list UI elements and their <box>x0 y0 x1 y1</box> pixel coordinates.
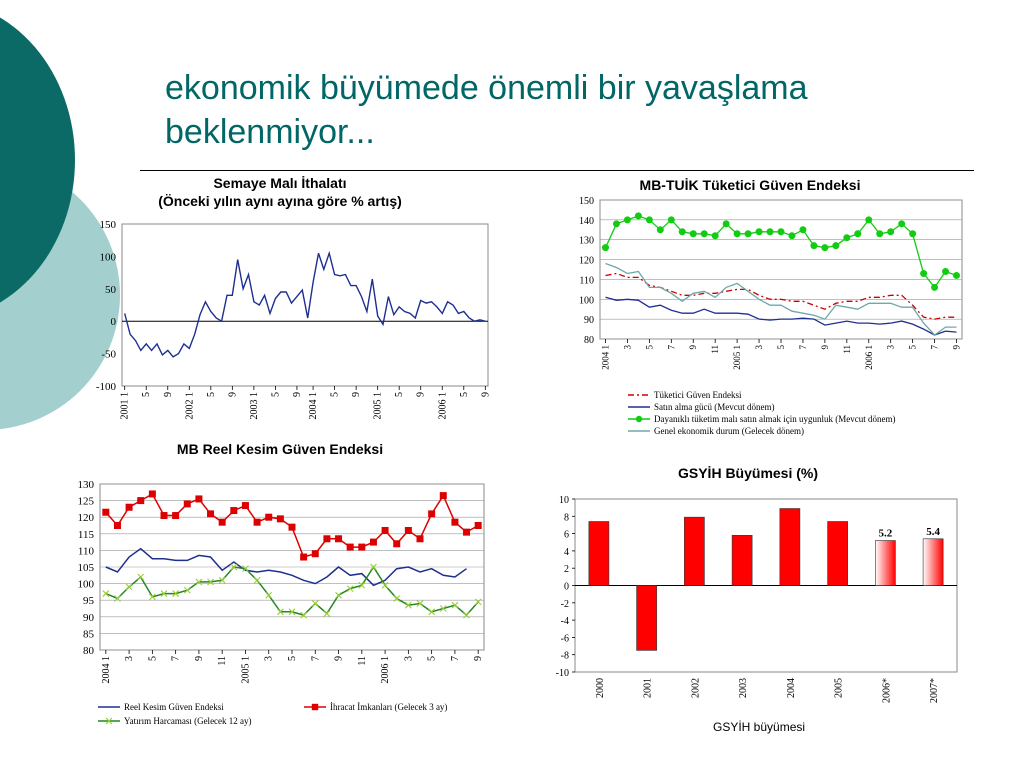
bar <box>780 509 800 586</box>
x-tick-label: 2005 <box>833 678 845 698</box>
y-tick-label: 2 <box>564 564 569 576</box>
data-point <box>114 522 121 529</box>
y-tick-label: 150 <box>579 196 594 207</box>
x-tick-label: 3 <box>124 656 136 661</box>
imports-chart <box>80 218 500 433</box>
x-tick-label: 9 <box>291 392 303 397</box>
bar-data-label: 5.2 <box>878 527 893 540</box>
x-tick-label: 2007* <box>929 678 941 703</box>
y-tick-label: 120 <box>579 255 594 267</box>
x-tick-label: 2006 1 <box>380 656 392 684</box>
y-tick-label: -100 <box>95 381 116 393</box>
data-point <box>602 244 609 251</box>
legend-label: İhracat İmkanları (Gelecek 3 ay) <box>330 702 448 712</box>
y-tick-label: 80 <box>584 335 594 346</box>
x-tick-label: 5 <box>458 392 470 397</box>
data-point <box>463 529 470 536</box>
slide-title-line2: beklenmiyor... <box>165 113 375 151</box>
legend-marker <box>312 704 318 710</box>
data-point <box>114 596 120 602</box>
y-tick-label: 130 <box>579 235 594 247</box>
y-tick-label: 100 <box>579 295 594 307</box>
data-point <box>909 230 916 237</box>
y-tick-label: 80 <box>83 645 94 657</box>
x-tick-label: 2001 <box>642 678 654 698</box>
slide-title-line1: ekonomik büyümede önemli bir yavaşlama <box>165 69 808 107</box>
data-point <box>126 504 133 511</box>
data-point <box>865 216 872 223</box>
x-tick-label: 5 <box>147 656 159 661</box>
x-tick-label: 3 <box>403 656 415 661</box>
bar <box>684 517 704 585</box>
x-tick-label: 9 <box>415 392 427 397</box>
data-point <box>393 540 400 547</box>
data-point <box>417 535 424 542</box>
data-point <box>898 220 905 227</box>
data-point <box>161 512 168 519</box>
data-point <box>931 284 938 291</box>
x-tick-label: 9 <box>351 392 363 397</box>
data-point <box>289 524 296 531</box>
data-point <box>953 272 960 279</box>
data-point <box>347 544 354 551</box>
legend-label: Satın alma gücü (Mevcut dönem) <box>654 402 775 412</box>
x-tick-label: 5 <box>644 345 655 350</box>
y-tick-label: 100 <box>99 251 116 264</box>
series-line-0 <box>125 253 486 357</box>
x-tick-label: 2005 1 <box>732 345 743 370</box>
x-tick-label: 9 <box>951 345 962 350</box>
data-point <box>745 230 752 237</box>
data-point <box>382 582 388 588</box>
y-tick-label: -2 <box>560 598 569 610</box>
imports-chart-title <box>130 174 430 210</box>
y-tick-label: 85 <box>83 628 94 641</box>
x-tick-label: 9 <box>688 345 699 350</box>
data-point <box>942 268 949 275</box>
y-tick-label: 105 <box>77 562 94 574</box>
x-tick-label: 3 <box>885 345 896 350</box>
x-tick-label: 9 <box>193 656 205 661</box>
y-tick-label: 100 <box>77 578 94 591</box>
x-tick-label: 7 <box>449 656 461 661</box>
data-point <box>690 230 697 237</box>
data-point <box>475 522 482 529</box>
title-divider <box>140 170 974 171</box>
legend-label: Reel Kesim Güven Endeksi <box>124 702 224 712</box>
data-point <box>103 591 109 597</box>
data-point <box>219 519 226 526</box>
gdp-xlabel: GSYİH büyümesi <box>713 720 806 734</box>
data-point <box>475 599 481 605</box>
x-tick-label: 2002 1 <box>184 392 196 420</box>
data-point <box>767 228 774 235</box>
data-point <box>335 535 342 542</box>
data-point <box>635 212 642 219</box>
data-point <box>195 495 202 502</box>
legend-marker <box>636 416 642 422</box>
x-tick-label: 7 <box>929 345 940 350</box>
series-line-2 <box>606 216 957 288</box>
x-tick-label: 11 <box>356 656 368 666</box>
data-point <box>324 610 330 616</box>
data-point <box>788 232 795 239</box>
x-tick-label: 2003 <box>738 678 750 698</box>
y-tick-label: -4 <box>560 616 569 628</box>
x-tick-label: 9 <box>819 345 830 350</box>
bar <box>923 539 943 586</box>
data-point <box>207 510 214 517</box>
bar <box>828 521 848 585</box>
y-tick-label: 6 <box>564 529 569 541</box>
data-point <box>657 226 664 233</box>
data-point <box>137 497 144 504</box>
y-tick-label: -6 <box>560 633 569 645</box>
x-tick-label: 9 <box>333 656 345 661</box>
y-tick-label: 115 <box>77 528 94 541</box>
data-point <box>723 220 730 227</box>
y-tick-label: 95 <box>83 595 94 608</box>
x-tick-label: 7 <box>797 345 808 350</box>
y-tick-label: 110 <box>579 275 594 287</box>
x-tick-label: 2004 1 <box>100 656 112 684</box>
consumer-chart-title: MB-TUİK Tüketici Güven Endeksi <box>639 177 861 193</box>
data-point <box>266 592 272 598</box>
data-point <box>810 242 817 249</box>
data-point <box>265 514 272 521</box>
x-tick-label: 2001 1 <box>119 392 131 420</box>
data-point <box>843 234 850 241</box>
legend-label: Dayanıklı tüketim malı satın almak için uygunluk (Mevcut dönem) <box>654 414 896 424</box>
x-tick-label: 2006 1 <box>863 345 874 370</box>
bar <box>637 586 657 651</box>
x-tick-label: 2006* <box>881 678 893 703</box>
x-tick-label: 2005 1 <box>372 392 384 420</box>
data-point <box>799 226 806 233</box>
y-tick-label: 4 <box>564 546 569 558</box>
x-tick-label: 5 <box>270 392 282 397</box>
data-point <box>254 519 261 526</box>
data-point <box>613 220 620 227</box>
x-tick-label: 11 <box>841 345 852 354</box>
x-tick-label: 5 <box>141 392 153 397</box>
bar <box>589 521 609 585</box>
data-point <box>405 527 412 534</box>
data-point <box>778 228 785 235</box>
data-point <box>230 507 237 514</box>
gdp-chart <box>535 490 965 725</box>
legend-label: Yatırım Harcaması (Gelecek 12 ay) <box>124 716 252 726</box>
slide-title <box>165 66 965 154</box>
data-point <box>370 539 377 546</box>
x-tick-label: 2003 1 <box>248 392 260 420</box>
data-point <box>254 577 260 583</box>
y-tick-label: 50 <box>105 283 116 296</box>
x-tick-label: 2006 1 <box>437 392 449 420</box>
data-point <box>428 510 435 517</box>
series-line-0 <box>606 274 957 320</box>
data-point <box>336 592 342 598</box>
data-point <box>668 216 675 223</box>
x-tick-label: 2004 <box>785 678 797 698</box>
data-point <box>149 490 156 497</box>
consumer-chart <box>560 194 980 439</box>
x-tick-label: 7 <box>310 656 322 661</box>
data-point <box>440 492 447 499</box>
y-tick-label: 0 <box>110 316 116 329</box>
data-point <box>832 242 839 249</box>
data-point <box>394 596 400 602</box>
x-tick-label: 3 <box>754 345 765 350</box>
y-tick-label: 90 <box>584 315 594 327</box>
x-tick-label: 9 <box>227 392 239 397</box>
data-point <box>138 574 144 580</box>
realsector-chart-title: MB Reel Kesim Güven Endeksi <box>176 441 384 457</box>
data-point <box>646 216 653 223</box>
imports-title: Semaye Malı İthalatı <box>213 175 347 191</box>
x-tick-label: 5 <box>205 392 217 397</box>
x-tick-label: 5 <box>426 656 438 661</box>
data-point <box>887 228 894 235</box>
data-point <box>312 601 318 607</box>
y-tick-label: -50 <box>101 348 116 361</box>
data-point <box>242 502 249 509</box>
x-tick-label: 9 <box>473 656 485 661</box>
y-tick-label: 8 <box>564 512 569 524</box>
data-point <box>464 612 470 618</box>
data-point <box>382 527 389 534</box>
x-tick-label: 7 <box>666 345 677 350</box>
legend-label: Genel ekonomik durum (Gelecek dönem) <box>654 426 804 436</box>
data-point <box>172 512 179 519</box>
data-point <box>312 550 319 557</box>
data-point <box>277 515 284 522</box>
bar <box>732 535 752 585</box>
y-tick-label: 10 <box>559 495 569 506</box>
x-tick-label: 5 <box>287 656 298 661</box>
y-tick-label: 125 <box>77 495 94 508</box>
x-tick-label: 5 <box>907 345 918 350</box>
x-tick-label: 2004 1 <box>308 392 320 420</box>
bar-data-label: 5.4 <box>926 525 940 538</box>
data-point <box>126 584 132 590</box>
x-tick-label: 2005 1 <box>240 656 252 684</box>
bar <box>875 541 895 586</box>
data-point <box>679 228 686 235</box>
y-tick-label: 0 <box>564 581 569 593</box>
data-point <box>920 270 927 277</box>
x-tick-label: 9 <box>162 392 174 397</box>
y-tick-label: -10 <box>555 668 569 679</box>
data-point <box>756 228 763 235</box>
data-point <box>358 544 365 551</box>
x-tick-label: 11 <box>217 656 229 666</box>
data-point <box>712 232 719 239</box>
y-tick-label: -8 <box>560 650 569 662</box>
plot-frame <box>600 200 962 339</box>
data-point <box>821 244 828 251</box>
y-tick-label: 140 <box>579 215 594 227</box>
y-tick-label: 110 <box>77 545 94 558</box>
series-line-1 <box>606 297 957 335</box>
data-point <box>734 230 741 237</box>
legend-label: Tüketici Güven Endeksi <box>654 390 742 400</box>
y-tick-label: 90 <box>83 611 94 624</box>
x-tick-label: 3 <box>263 656 275 661</box>
data-point <box>102 509 109 516</box>
data-point <box>184 500 191 507</box>
data-point <box>876 230 883 237</box>
y-tick-label: 130 <box>77 479 94 491</box>
gdp-chart-title: GSYİH Büyümesi (%) <box>677 465 819 481</box>
y-tick-label: 150 <box>99 219 116 231</box>
x-tick-label: 3 <box>622 345 633 350</box>
x-tick-label: 11 <box>710 345 721 354</box>
y-tick-label: 120 <box>77 512 94 525</box>
x-tick-label: 5 <box>776 345 786 350</box>
x-tick-label: 2000 <box>594 678 606 698</box>
realsector-chart <box>60 478 500 733</box>
x-tick-label: 5 <box>394 392 406 397</box>
x-tick-label: 5 <box>329 392 341 397</box>
x-tick-label: 2002 <box>690 678 702 698</box>
data-point <box>451 519 458 526</box>
data-point <box>323 535 330 542</box>
data-point <box>300 554 307 561</box>
data-point <box>701 230 708 237</box>
x-tick-label: 7 <box>170 656 182 661</box>
x-tick-label: 2004 1 <box>600 345 611 370</box>
data-point <box>624 216 631 223</box>
x-tick-label: 9 <box>480 392 492 397</box>
imports-subtitle: (Önceki yılın aynı ayına göre % artış) <box>158 193 402 209</box>
data-point <box>854 230 861 237</box>
